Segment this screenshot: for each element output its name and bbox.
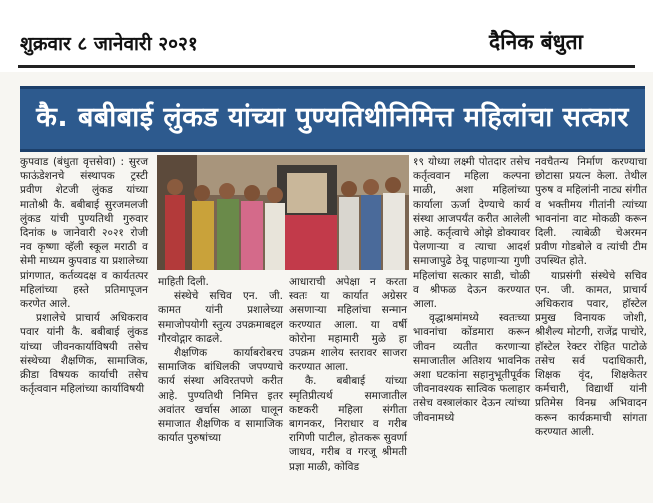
article-column-1 [20,155,148,396]
paragraph: माहिती दिली. [158,276,209,288]
newspaper-name: दैनिक बंधुता [489,30,583,54]
event-photo [157,155,409,270]
article-column-3 [289,275,407,474]
issue-date: शुक्रवार ८ जानेवारी २०२१ [20,33,198,55]
paragraph: वृद्धाश्रमांमध्ये स्वतःच्या भावनांचा कोंडमारा करून जीवन व्यतीत करणाऱ्या समाजातील अतिशय भावनिक अशा घटकांना सहानुभूतीपूर्वक जीवनावश्यक सात्विक फलाहार तसेच वस्त्रालंकार देऊन त्यांच्या जीवनामध्ये [413,312,530,424]
article-column-2 [158,275,283,445]
article-column-5 [535,155,647,439]
paragraph: कुपवाड (बंधुता वृत्तसेवा) : सुरज फाऊंडेशनचे संस्थापक ट्रस्टी प्रवीण शेटजी लुंकड यांच्या मातोश्री कै. बबीबाई सुरजमलजी लुंकड यांची पुण्यतिथी गुरुवार दिनांक ७ जानेवारी २०२१ रोजी नव कृष्णा व्हॅली स्कूल मराठी व सेमी माध्यम कुपवाड या प्रशालेच्या प्रांगणात, कर्तव्यदक्ष व कार्यतत्पर महिलांच्या हस्ते प्रतिमापूजन करणेत आले. [20,156,148,311]
paragraph: नवचैतन्य निर्माण करण्याचा छोटासा प्रयत्न केला. तेथील पुरुष व महिलांनी नाट्य संगीत व भक्तीमय गीतांनी त्यांच्या भावनांना वाट मोकळी करून दिली. त्याबेळी चेअरमन प्रवीण गोडबोले व त्यांची टीम उपस्थित होते. [535,156,647,268]
paragraph: संस्थेचे सचिव एन. जी. कामत यांनी प्रशालेच्या समाजोपयोगी स्तुत्य उपक्रमाबद्दल गौरवोद्गार काढले. [158,290,283,345]
paragraph: कै. बबीबाई यांच्या स्मृतिप्रीत्यर्थ समाजातील कष्टकरी महिला संगीता बागनकर, निराधार व गरीब रागिणी पाटील, होतकरू सुवर्णा जाधव, गरीब व गरजू श्रीमती प्रज्ञा माळी, कोविड [289,375,407,473]
photo-illustration [157,155,409,270]
paragraph: याप्रसंगी संस्थेचे सचिव एन. जी. कामत, प्राचार्य अधिकराव पवार, हॉस्टेल प्रमुख विनायक जोशी, श्रीशैल्य मोटगी, राजेंद्र पाचोरे, हॉस्टेल रेक्टर रोहित पाटोळे तसेच सर्व पदाधिकारी, शिक्षक वृंद, शिक्षकेतर कर्मचारी, विद्यार्थी यांनी प्रतिमेस विनम्र अभिवादन करून कार्यक्रमाची सांगता करण्यात आली. [535,269,647,438]
headline-banner [20,86,645,152]
paragraph: प्रशालेचे प्राचार्य अधिकराव पवार यांनी कै. बबीबाई लुंकड यांच्या जीवनकार्याविषयी तसेच संस्थेच्या शैक्षणिक, सामाजिक, क्रीडा विषयक कार्याची तसेच कर्तृत्ववान महिलांच्या कार्याविषयी [20,312,148,396]
paragraph: १९ योध्या लक्ष्मी पोतदार तसेच कर्तृत्ववान महिला कल्पना माळी, अशा महिलांच्या कार्याला ऊर्जा देण्याचे कार्य संस्था आजपर्यंत करीत आलेली आहे. कर्तृत्वाचे ओझे डोक्यावर पेलणाऱ्या व त्याचा आदर्श समाजापुढे ठेवू पाहणाऱ्या गुणी महिलांचा सत्कार साडी, चोळी व श्रीफळ देऊन करण्यात आला. [413,156,530,311]
masthead-rule [18,65,635,68]
paragraph: आधाराची अपेक्षा न करता स्वतः या कार्यात अग्रेसर असणाऱ्या महिलांचा सन्मान करण्यात आला. या वर्षी कोरोना महामारी मुळे हा उपक्रम शालेय स्तरावर साजरा करण्यात आला. [289,276,407,374]
headline-text: कै. बबीबाई लुंकड यांच्या पुण्यतिथीनिमित्त महिलांचा सत्कार [36,102,629,133]
paragraph: शैक्षणिक कार्याबरोबरच सामाजिक बांधिलकी जपण्याचे कार्य संस्था अविरतपणे करीत आहे. पुण्यतिथी निमित्त इतर अवांतर खर्चास आळा घालून समाजात शैक्षणिक व सामाजिक कार्यात पुरुषांच्या [158,347,283,445]
masthead [0,0,653,72]
article-column-4 [413,155,530,425]
